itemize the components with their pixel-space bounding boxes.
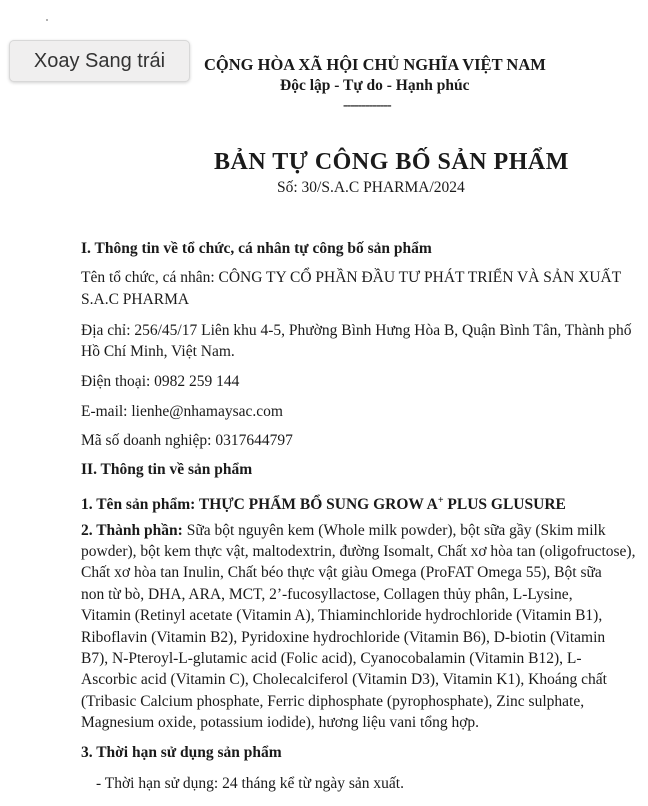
shelf-life: - Thời hạn sử dụng: 24 tháng kể từ ngày sản xuất. [96, 775, 404, 792]
org-name-line-2: S.A.C PHARMA [81, 291, 190, 308]
ingredients-line-7: Ascorbic acid (Vitamin C), Cholecalciferol (Vitamin D3), Vitamin K1), Khoáng chất [81, 671, 607, 688]
shelf-life-heading: 3. Thời hạn sử dụng sản phẩm [81, 744, 282, 761]
address-line-1: Địa chỉ: 256/45/17 Liên khu 4-5, Phường Bình Hưng Hòa B, Quận Bình Tân, Thành phố [81, 322, 632, 339]
document-title: BẢN TỰ CÔNG BỐ SẢN PHẨM [214, 149, 569, 175]
section-2-heading: II. Thông tin về sản phẩm [81, 461, 253, 478]
tax-code: Mã số doanh nghiệp: 0317644797 [81, 432, 293, 449]
ingredients-line-5: Riboflavin (Vitamin B2), Pyridoxine hydrochloride (Vitamin B6), D-biotin (Vitamin [81, 629, 606, 646]
ingredients-line-8: (Tribasic Calcium phosphate, Ferric diphosphate (pyrophosphate), Zinc sulphate, [81, 693, 585, 710]
motto: Độc lập - Tự do - Hạnh phúc [280, 77, 470, 94]
ingredients-line-1: powder), bột kem thực vật, maltodextrin, đường Isomalt, Chất xơ hòa tan (oligofructose), [81, 543, 636, 560]
ingredients-line-4: Vitamin (Retinyl acetate (Vitamin A), Thiaminchloride hydrochloride (Vitamin B1), [81, 607, 603, 624]
phone: Điện thoại: 0982 259 144 [81, 373, 240, 390]
ingredients-line-6: B7), N-Pteroyl-L-glutamic acid (Folic acid), Cyanocobalamin (Vitamin B12), L- [81, 650, 582, 667]
ingredients-label: 2. Thành phần: [81, 522, 183, 539]
rotate-left-tooltip: Xoay Sang trái [9, 40, 190, 82]
product-name-sup: + [437, 495, 444, 506]
ingredients-line-9: Magnesium oxide, potassium iodide), hương liệu vani tổng hợp. [81, 714, 480, 731]
ingredients-line-3: non từ bò, DHA, ARA, MCT, 2’-fucosyllactose, Collagen thủy phân, L-Lysine, [81, 586, 573, 603]
product-name [81, 491, 566, 515]
ingredients-line-0 [81, 521, 606, 541]
product-name-main: 1. Tên sản phẩm: THỰC PHẨM BỔ SUNG GROW A [81, 496, 438, 514]
country-header: CỘNG HÒA XÃ HỘI CHỦ NGHĨA VIỆT NAM [204, 55, 546, 74]
email: E-mail: lienhe@nhamaysac.com [81, 403, 283, 420]
ingredients-line-2: Chất xơ hòa tan Inulin, Chất béo thực vật giàu Omega (ProFAT Omega 55), Bột sữa [81, 564, 602, 581]
org-name-line-1: Tên tổ chức, cá nhân: CÔNG TY CỔ PHẦN ĐẦU TƯ PHÁT TRIỂN VÀ SẢN XUẤT [81, 269, 622, 286]
header-divider: ------------- [343, 98, 391, 113]
section-1-heading: I. Thông tin về tổ chức, cá nhân tự công bố sản phẩm [81, 240, 432, 257]
address-line-2: Hồ Chí Minh, Việt Nam. [81, 343, 235, 360]
scan-speck [46, 19, 48, 21]
ingredients-text-0: Sữa bột nguyên kem (Whole milk powder), bột sữa gầy (Skim milk [182, 522, 606, 539]
document-number: Số: 30/S.A.C PHARMA/2024 [277, 179, 465, 196]
product-name-tail: PLUS GLUSURE [443, 496, 566, 514]
